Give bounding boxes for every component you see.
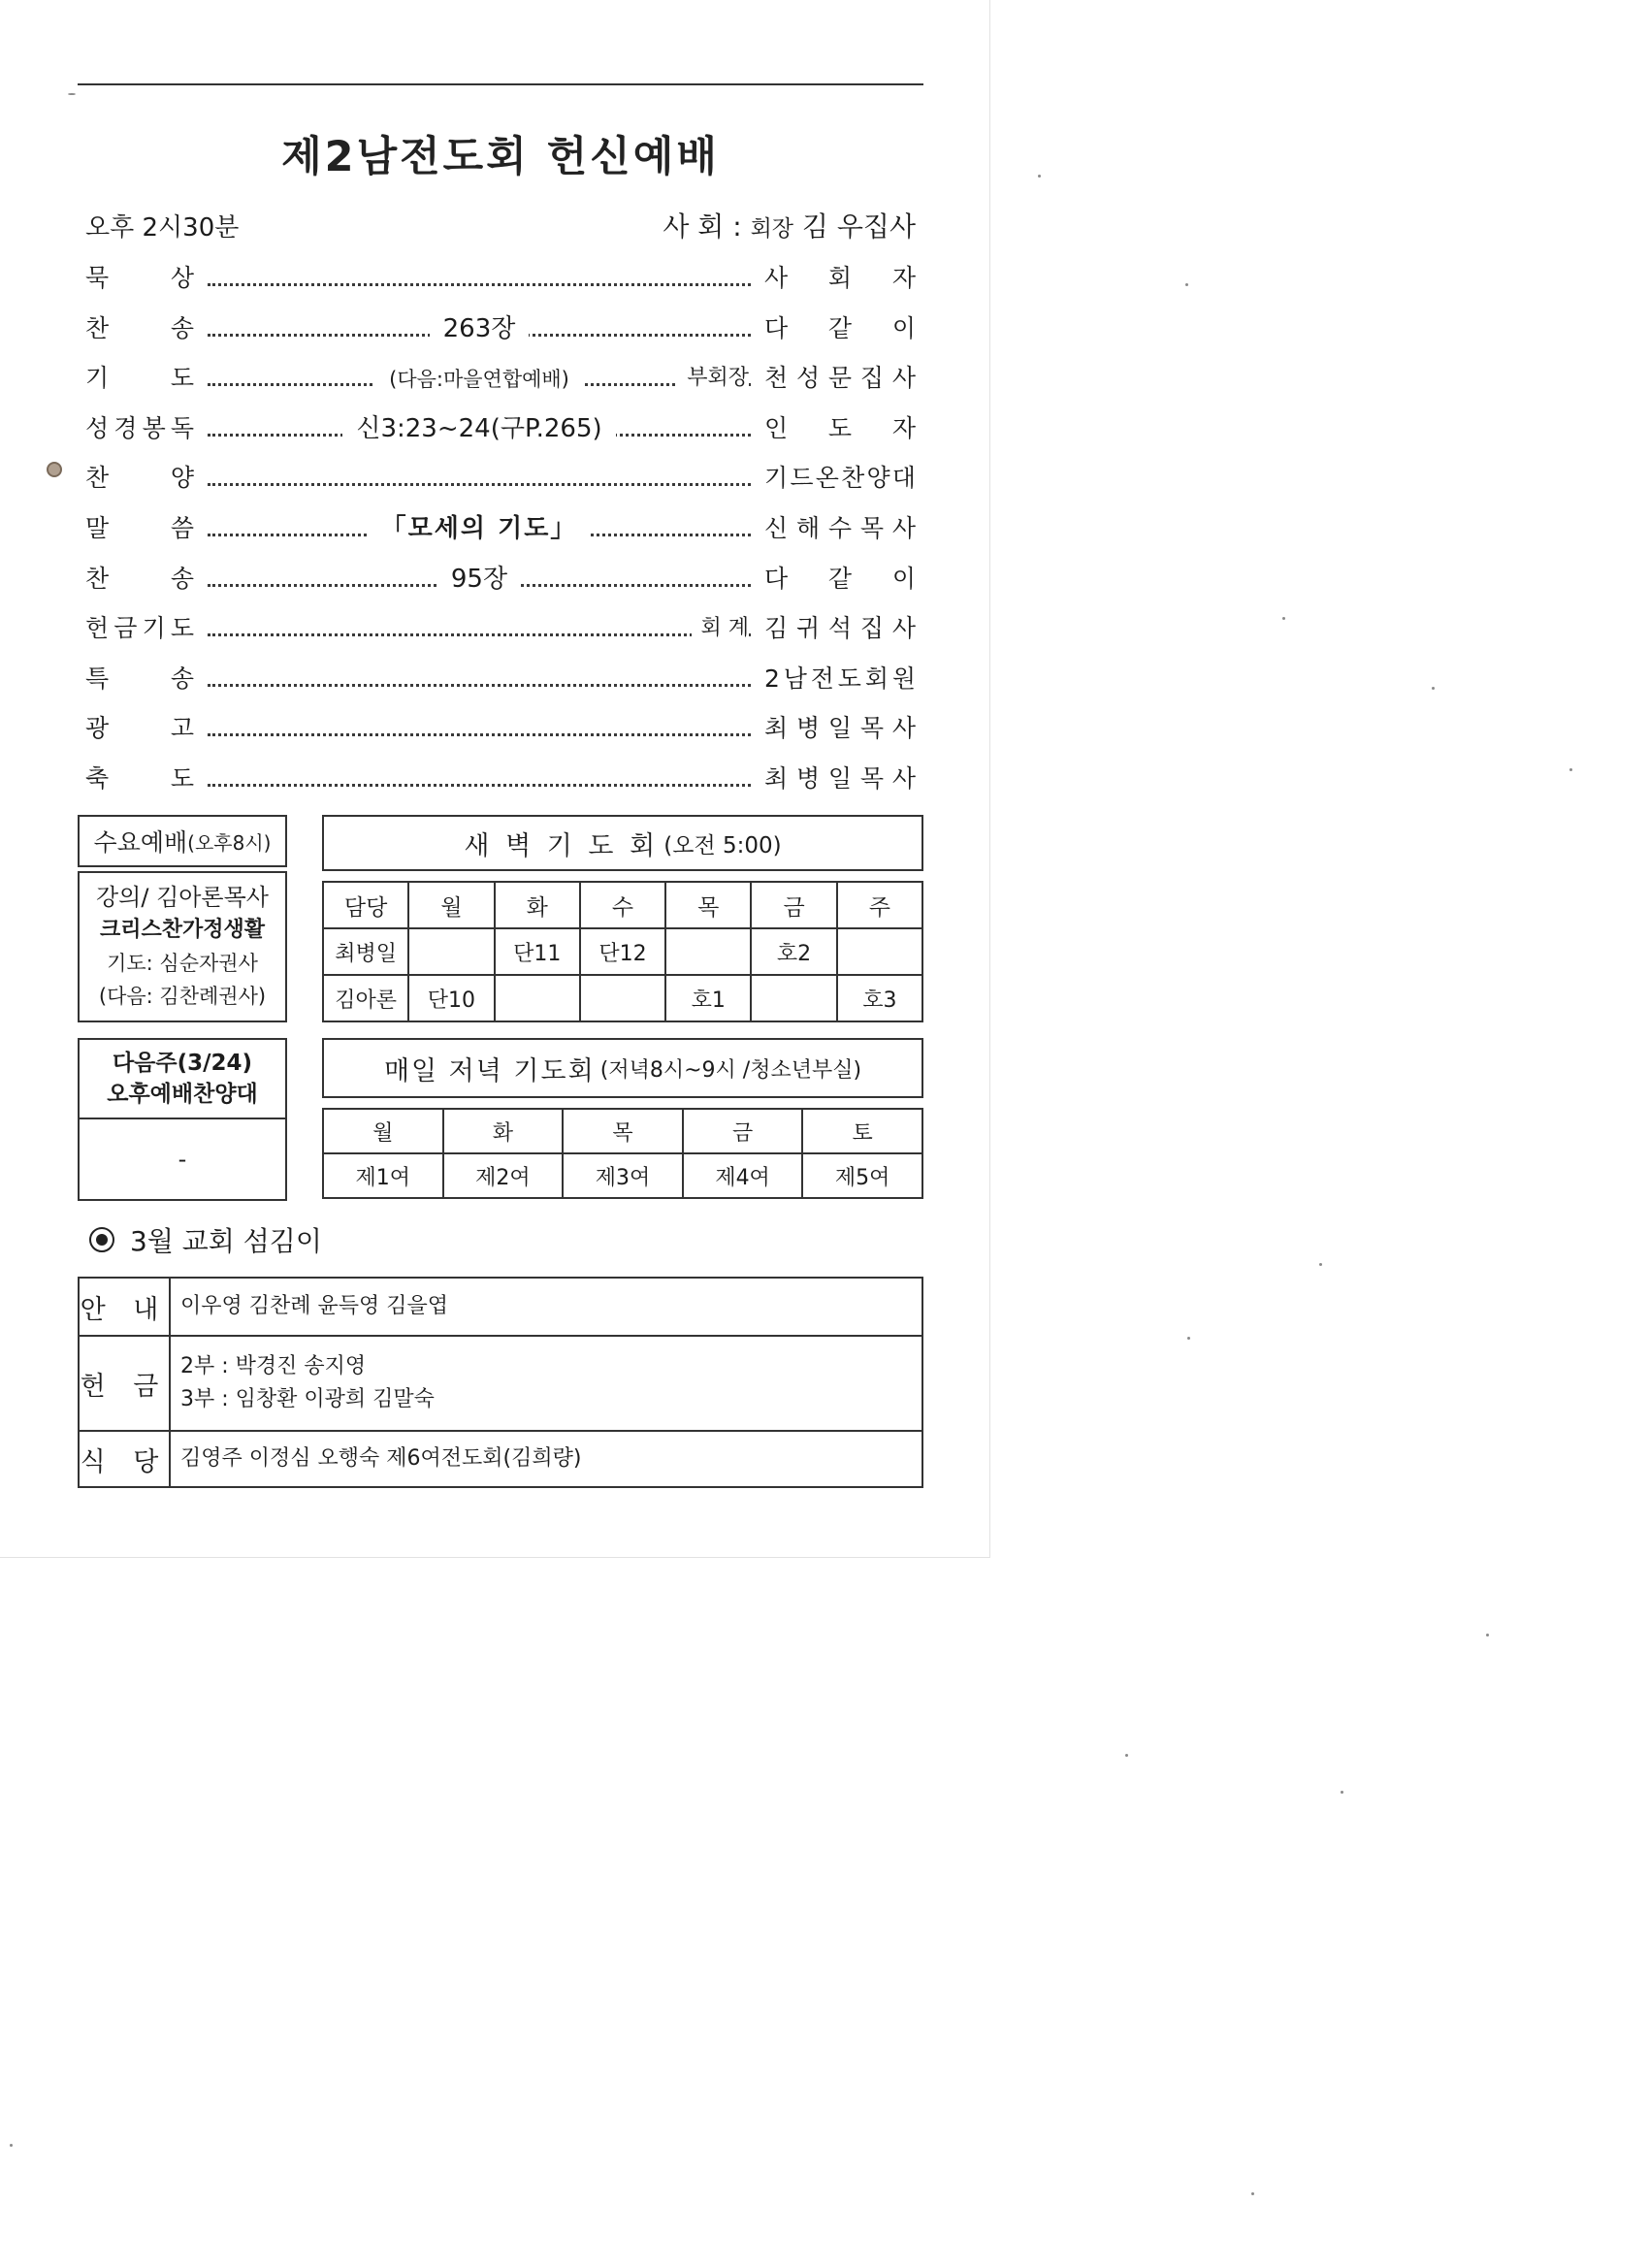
order-person-char: 자 [891, 264, 916, 292]
scan-speck [1185, 283, 1188, 286]
service-names-line: 2부 : 박경진 송지영 [180, 1354, 367, 1378]
service-row [79, 1431, 922, 1487]
order-label-char: 송 [170, 564, 194, 593]
scan-mark [47, 462, 62, 477]
order-person-char: 다 [764, 564, 789, 593]
order-label [85, 307, 194, 351]
order-person [764, 557, 916, 601]
service-names [170, 1278, 922, 1336]
service-table [78, 1277, 923, 1488]
dawn-cell: 단12 [580, 928, 665, 975]
order-label-char: 찬 [85, 313, 110, 342]
leader-dots [208, 733, 751, 736]
order-person-char: 전 [810, 664, 834, 693]
evening-value-cell: 제1여 [323, 1153, 443, 1198]
dawn-header-cell: 주 [837, 882, 922, 928]
order-middle-text: (다음:마을연합예배) [375, 368, 583, 391]
bullet-circle-icon [89, 1227, 114, 1252]
evening-value-cell: 제3여 [563, 1153, 683, 1198]
order-person-char: 집 [859, 364, 885, 393]
host-role: 회장 [750, 216, 793, 242]
order-person-char: 목 [859, 514, 885, 542]
order-middle [208, 307, 751, 351]
order-label [85, 506, 194, 551]
dawn-prayer-table [322, 881, 923, 1022]
order-person-char: 사 [891, 714, 916, 743]
order-person [764, 657, 916, 701]
evening-detail: (저녁8시~9시 /청소년부실) [599, 1057, 862, 1083]
evening-value-row [323, 1153, 922, 1198]
order-person-char: 최 [764, 714, 789, 743]
order-label [85, 606, 194, 651]
dawn-prayer-header [322, 815, 923, 871]
order-label [85, 757, 194, 801]
order-person-char: 일 [827, 764, 853, 793]
dawn-cell: 호3 [837, 975, 922, 1021]
order-person-char: 성 [795, 364, 821, 393]
order-person-char: 온 [815, 464, 839, 493]
order-label-char: 고 [170, 714, 194, 743]
order-person-char: 사 [891, 764, 916, 793]
scan-speck [1282, 617, 1285, 620]
dawn-cell: 최병일 [323, 928, 408, 975]
order-person-char: 천 [764, 364, 789, 393]
order-person-char: 목 [859, 764, 885, 793]
order-label [85, 456, 194, 501]
order-person-char: 최 [764, 764, 789, 793]
order-middle-text: 263장 [430, 314, 530, 343]
dawn-cell: 단11 [495, 928, 580, 975]
order-person-char: 원 [891, 664, 916, 693]
service-names-line: 김영주 이정심 오행숙 제6여전도회(김희량) [180, 1446, 582, 1471]
choir-value-box [78, 1118, 287, 1201]
order-row [85, 456, 916, 501]
bulletin-page [0, 0, 990, 1558]
leader-dots [208, 784, 751, 787]
dawn-header-cell: 화 [495, 882, 580, 928]
order-label-char: 찬 [85, 464, 110, 493]
scan-speck [1432, 687, 1435, 690]
order-person-char: 석 [827, 614, 853, 643]
dawn-header-cell: 수 [580, 882, 665, 928]
wednesday-lecture: 강의/ 김아론목사 [95, 884, 269, 911]
order-label-char: 도 [170, 614, 194, 643]
order-role: 부회장 [677, 356, 749, 401]
order-label-char: 기 [85, 364, 110, 393]
order-middle [208, 506, 751, 551]
scan-speck [1187, 1337, 1190, 1340]
order-person [764, 307, 916, 351]
order-label-char: 경 [113, 413, 138, 442]
dawn-header-cell: 담당 [323, 882, 408, 928]
scan-speck [1486, 1634, 1489, 1636]
host-name: 김 우집사 [801, 211, 916, 243]
order-middle-text: 「모세의 기도」 [368, 514, 592, 543]
choir-title-line1: 다음주(3/24) [112, 1051, 253, 1076]
evening-prayer-table [322, 1108, 923, 1199]
order-middle-text: 신3:23~24(구P.265) [342, 414, 615, 443]
dawn-cell: 김아론 [323, 975, 408, 1021]
dawn-row [323, 928, 922, 975]
evening-header-cell: 목 [563, 1109, 683, 1153]
order-person-char: 회 [827, 264, 853, 292]
dawn-cell [837, 928, 922, 975]
scan-speck [1569, 768, 1572, 771]
evening-header-row [323, 1109, 922, 1153]
order-label-char: 씀 [170, 514, 194, 542]
order-person-char: 일 [827, 714, 853, 743]
scan-speck [1341, 1791, 1343, 1794]
order-label-char: 헌 [85, 614, 110, 643]
order-row [85, 606, 916, 651]
order-person-char: 같 [827, 564, 853, 593]
order-person [764, 757, 916, 801]
order-label-char: 찬 [85, 564, 110, 593]
order-person [764, 256, 916, 301]
wednesday-title: 수요예배 [93, 828, 188, 857]
order-person-char: 귀 [795, 614, 821, 643]
choir-value: - [178, 1146, 187, 1173]
order-label [85, 706, 194, 751]
order-label [85, 406, 194, 451]
order-person-char: 도 [837, 664, 861, 693]
service-row [79, 1336, 922, 1431]
order-person-char: 해 [795, 514, 821, 542]
order-person-char: 같 [827, 313, 853, 342]
order-label-char: 축 [85, 764, 110, 793]
order-person-char: 병 [795, 714, 821, 743]
order-row [85, 757, 916, 801]
evening-header-cell: 토 [802, 1109, 922, 1153]
order-person-char: 수 [827, 514, 853, 542]
order-person [764, 406, 916, 451]
order-label-char: 도 [170, 364, 194, 393]
evening-value-cell: 제5여 [802, 1153, 922, 1198]
order-person-char: 양 [866, 464, 890, 493]
wednesday-next: (다음: 김찬례권사) [98, 985, 267, 1008]
service-row [79, 1278, 922, 1336]
order-label-char: 도 [170, 764, 194, 793]
dawn-cell [751, 975, 836, 1021]
scan-speck [1251, 2192, 1254, 2195]
order-middle [208, 557, 751, 601]
order-label-char: 송 [170, 664, 194, 693]
order-label-char: 금 [113, 614, 138, 643]
dawn-header-cell: 금 [751, 882, 836, 928]
order-row [85, 557, 916, 601]
leader-dots [208, 633, 751, 636]
order-label-char: 상 [170, 264, 194, 292]
dawn-cell [408, 928, 494, 975]
order-person-char: 사 [764, 264, 789, 292]
service-names-line: 3부 : 임창환 이광희 김말숙 [180, 1387, 435, 1411]
top-rule [78, 83, 923, 85]
evening-value-cell: 제4여 [683, 1153, 803, 1198]
service-heading [89, 1220, 322, 1259]
order-person [764, 506, 916, 551]
evening-title: 매일 저녁 기도회 [383, 1055, 596, 1086]
page-title: 제2남전도회 헌신예배 [281, 133, 720, 181]
dawn-row [323, 975, 922, 1021]
order-person-char: 기 [764, 464, 789, 493]
wednesday-prayer: 기도: 심순자권사 [107, 952, 258, 975]
order-row [85, 307, 916, 351]
order-person-char: 김 [764, 614, 789, 643]
service-label: 헌 금 [79, 1336, 170, 1431]
wednesday-details [78, 871, 287, 1022]
order-person [764, 606, 916, 651]
order-label-char: 기 [142, 614, 166, 643]
order-person-char: 이 [891, 564, 916, 593]
order-label [85, 256, 194, 301]
order-label-char: 봉 [142, 413, 166, 442]
dawn-title: 새 벽 기 도 회 [464, 830, 660, 861]
order-person-char: 사 [891, 514, 916, 542]
order-person-char: 신 [764, 514, 789, 542]
choir-header [78, 1038, 287, 1119]
order-person [764, 356, 916, 401]
order-person-char: 자 [891, 413, 916, 442]
scan-speck [1319, 1263, 1322, 1266]
order-row [85, 406, 916, 451]
order-row [85, 256, 916, 301]
order-label [85, 356, 194, 401]
order-person-char: 회 [864, 664, 889, 693]
order-role: 회 계 [692, 606, 750, 651]
order-row [85, 657, 916, 701]
wednesday-header [78, 815, 287, 867]
order-person-char: 목 [859, 714, 885, 743]
evening-header-cell: 월 [323, 1109, 443, 1153]
order-label [85, 557, 194, 601]
order-label-char: 광 [85, 714, 110, 743]
service-names [170, 1431, 922, 1487]
order-label-char: 송 [170, 313, 194, 342]
service-time: 오후 2시30분 [85, 213, 240, 243]
order-person-char: 2 [764, 664, 780, 693]
scan-mark [68, 93, 76, 95]
host-label: 사 회 : [663, 211, 742, 243]
order-label-char: 묵 [85, 264, 110, 292]
order-label-char: 말 [85, 514, 110, 542]
order-person-char: 도 [827, 413, 853, 442]
evening-header-cell: 금 [683, 1109, 803, 1153]
dawn-cell: 호2 [751, 928, 836, 975]
service-label: 식 당 [79, 1431, 170, 1487]
scan-speck [1125, 1754, 1128, 1757]
choir-title-line2: 오후예배찬양대 [107, 1082, 258, 1107]
service-names [170, 1336, 922, 1431]
scan-speck [10, 2144, 13, 2147]
order-person-char: 다 [764, 313, 789, 342]
order-person-char: 집 [859, 614, 885, 643]
service-heading-text: 3월 교회 섬김이 [130, 1225, 322, 1257]
order-person-char: 대 [891, 464, 916, 493]
wednesday-time: (오후8시) [187, 830, 272, 855]
dawn-header-cell: 월 [408, 882, 494, 928]
dawn-time: (오전 5:00) [663, 832, 782, 859]
order-middle [208, 356, 751, 402]
order-person-char: 이 [891, 313, 916, 342]
order-person [764, 706, 916, 751]
evening-header-cell: 화 [443, 1109, 564, 1153]
order-person-char: 병 [795, 764, 821, 793]
dawn-cell [665, 928, 751, 975]
order-row [85, 506, 916, 551]
order-person [764, 456, 916, 501]
order-label-char: 특 [85, 664, 110, 693]
order-person-char: 사 [891, 364, 916, 393]
dawn-cell: 호1 [665, 975, 751, 1021]
order-label [85, 657, 194, 701]
order-person-char: 사 [891, 614, 916, 643]
dawn-cell [495, 975, 580, 1021]
service-names-line: 이우영 김찬례 윤득영 김을엽 [180, 1294, 449, 1318]
leader-dots [208, 283, 751, 286]
dawn-cell [580, 975, 665, 1021]
order-label-char: 양 [170, 464, 194, 493]
order-person-char: 남 [783, 664, 807, 693]
leader-dots [208, 684, 751, 687]
service-host [663, 206, 916, 244]
dawn-header-row [323, 882, 922, 928]
scan-speck [1038, 175, 1041, 178]
order-label-char: 독 [170, 413, 194, 442]
order-middle [208, 406, 751, 451]
evening-prayer-header [322, 1038, 923, 1098]
order-middle-text: 95장 [437, 565, 521, 594]
order-label-char: 성 [85, 413, 110, 442]
dawn-cell: 단10 [408, 975, 494, 1021]
order-row [85, 356, 916, 401]
leader-dots [208, 483, 751, 486]
evening-value-cell: 제2여 [443, 1153, 564, 1198]
service-label: 안 내 [79, 1278, 170, 1336]
order-row [85, 706, 916, 751]
wednesday-topic: 크리스찬가정생활 [99, 918, 266, 942]
order-person-char: 인 [764, 413, 789, 442]
order-person-char: 드 [790, 464, 814, 493]
dawn-header-cell: 목 [665, 882, 751, 928]
order-person-char: 찬 [841, 464, 865, 493]
order-person-char: 문 [827, 364, 853, 393]
